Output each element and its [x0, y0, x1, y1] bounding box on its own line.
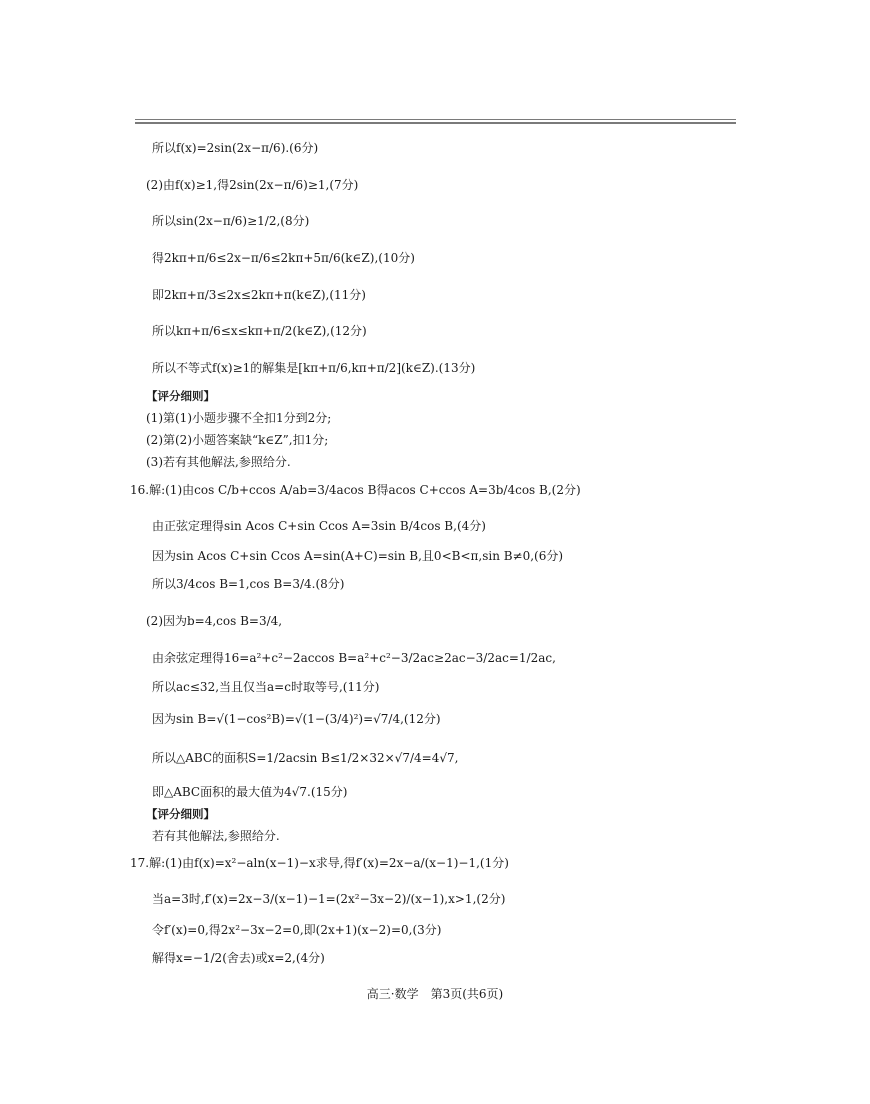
problem-17-start: 17.解:(1)由f(x)=x²−aln(x−1)−x求导,得f′(x)=2x−a/(x−1)−1,(1分) — [130, 856, 509, 870]
solution-line: 由余弦定理得16=a²+c²−2accos B=a²+c²−3/2ac≥2ac−3/2ac=1/2ac, — [152, 651, 556, 665]
solution-line: 得2kπ+π/6≤2x−π/6≤2kπ+5π/6(k∈Z),(10分) — [152, 251, 415, 265]
solution-line: 所以ac≤32,当且仅当a=c时取等号,(11分) — [152, 680, 380, 694]
grading-rule: (2)第(2)小题答案缺“k∈Z”,扣1分; — [146, 433, 329, 447]
solution-line: 当a=3时,f′(x)=2x−3/(x−1)−1=(2x²−3x−2)/(x−1),x>1,(2分) — [152, 892, 506, 906]
grading-rule: (3)若有其他解法,参照给分. — [146, 455, 291, 469]
solution-line: 所以kπ+π/6≤x≤kπ+π/2(k∈Z),(12分) — [152, 324, 367, 338]
solution-line: 令f′(x)=0,得2x²−3x−2=0,即(2x+1)(x−2)=0,(3分) — [152, 923, 442, 937]
solution-line: 即2kπ+π/3≤2x≤2kπ+π(k∈Z),(11分) — [152, 288, 366, 302]
solution-line: 解得x=−1/2(舍去)或x=2,(4分) — [152, 951, 325, 965]
problem-16-start: 16.解:(1)由cos C/b+ccos A/ab=3/4acos B得acos C+ccos A=3b/4cos B,(2分) — [130, 483, 581, 497]
solution-line: 所以不等式f(x)≥1的解集是[kπ+π/6,kπ+π/2](k∈Z).(13分) — [152, 361, 476, 375]
grading-rule: (1)第(1)小题步骤不全扣1分到2分; — [146, 411, 332, 425]
grading-rules-heading: 【评分细则】 — [146, 807, 215, 821]
header-rule-bottom — [135, 122, 736, 124]
grading-rule: 若有其他解法,参照给分. — [152, 829, 280, 843]
page-footer: 高三·数学 第3页(共6页) — [366, 987, 504, 1001]
header-rule-top — [135, 119, 736, 120]
solution-line: 由正弦定理得sin Acos C+sin Ccos A=3sin B/4cos B,(4分) — [152, 519, 486, 533]
solution-line: 即△ABC面积的最大值为4√7.(15分) — [152, 785, 348, 799]
solution-line: 因为sin B=√(1−cos²B)=√(1−(3/4)²)=√7/4,(12分) — [152, 712, 441, 726]
grading-rules-heading: 【评分细则】 — [146, 389, 215, 403]
solution-line: 所以3/4cos B=1,cos B=3/4.(8分) — [152, 577, 345, 591]
solution-line: 所以f(x)=2sin(2x−π/6).(6分) — [152, 141, 319, 155]
solution-line: 所以△ABC的面积S=1/2acsin B≤1/2×32×√7/4=4√7, — [152, 751, 459, 765]
solution-line: (2)由f(x)≥1,得2sin(2x−π/6)≥1,(7分) — [146, 178, 359, 192]
solution-line: (2)因为b=4,cos B=3/4, — [146, 614, 283, 628]
solution-line: 因为sin Acos C+sin Ccos A=sin(A+C)=sin B,且0<B<π,sin B≠0,(6分) — [152, 549, 564, 563]
solution-line: 所以sin(2x−π/6)≥1/2,(8分) — [152, 214, 310, 228]
